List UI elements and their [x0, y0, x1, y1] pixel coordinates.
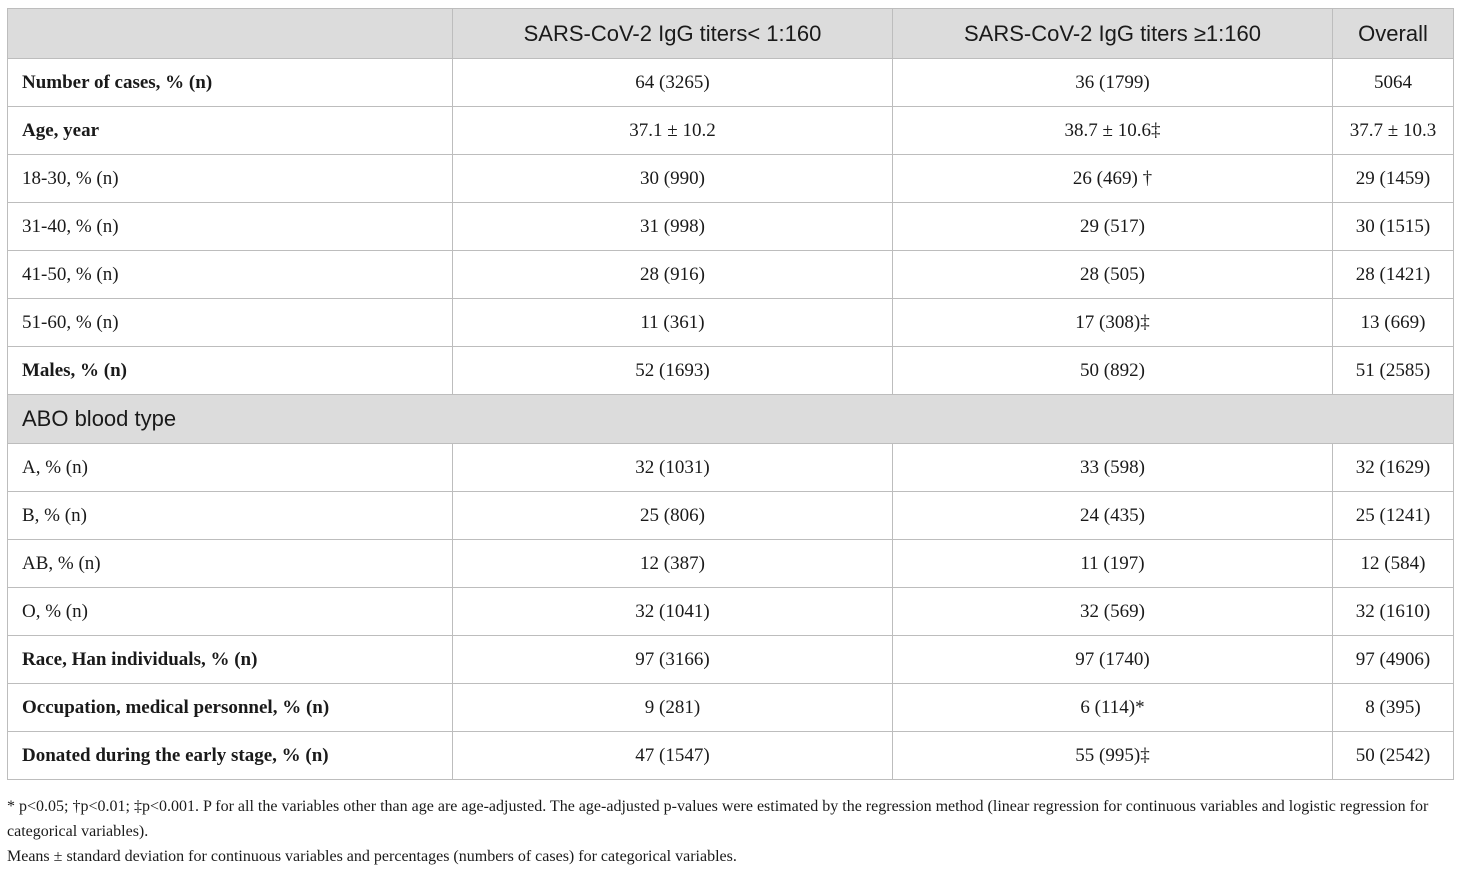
cell-high-titer: 97 (1740) — [893, 636, 1333, 684]
row-label: Donated during the early stage, % (n) — [8, 732, 453, 780]
table-body — [8, 59, 1454, 780]
table-row — [8, 540, 1454, 588]
row-label: AB, % (n) — [8, 540, 453, 588]
cell-high-titer: 28 (505) — [893, 251, 1333, 299]
cell-overall: 13 (669) — [1333, 299, 1454, 347]
cell-overall: 28 (1421) — [1333, 251, 1454, 299]
header-cell-low-titer: SARS-CoV-2 IgG titers< 1:160 — [453, 9, 893, 59]
section-row — [8, 395, 1454, 444]
section-label: ABO blood type — [8, 395, 1454, 444]
cell-high-titer: 29 (517) — [893, 203, 1333, 251]
table-row — [8, 636, 1454, 684]
row-label: Race, Han individuals, % (n) — [8, 636, 453, 684]
cell-high-titer: 11 (197) — [893, 540, 1333, 588]
data-table — [7, 8, 1454, 780]
table-row — [8, 107, 1454, 155]
table-row — [8, 251, 1454, 299]
footnotes — [7, 794, 1453, 869]
row-label: B, % (n) — [8, 492, 453, 540]
table-row — [8, 155, 1454, 203]
footnote-significance: * p<0.05; †p<0.01; ‡p<0.001. P for all the variables other than age are age-adjusted. The age-adjusted p-values were estimated by the regression method (linear regression for continuous variables and logistic regression for categorical variables). — [7, 798, 1429, 840]
row-label: O, % (n) — [8, 588, 453, 636]
cell-high-titer: 36 (1799) — [893, 59, 1333, 107]
table-row — [8, 203, 1454, 251]
cell-low-titer: 47 (1547) — [453, 732, 893, 780]
cell-low-titer: 31 (998) — [453, 203, 893, 251]
cell-overall: 30 (1515) — [1333, 203, 1454, 251]
row-label: 18-30, % (n) — [8, 155, 453, 203]
cell-low-titer: 52 (1693) — [453, 347, 893, 395]
cell-low-titer: 37.1 ± 10.2 — [453, 107, 893, 155]
cell-low-titer: 97 (3166) — [453, 636, 893, 684]
cell-high-titer: 6 (114)* — [893, 684, 1333, 732]
cell-low-titer: 28 (916) — [453, 251, 893, 299]
table-container — [7, 8, 1453, 780]
table-row — [8, 299, 1454, 347]
cell-high-titer: 32 (569) — [893, 588, 1333, 636]
row-label: 31-40, % (n) — [8, 203, 453, 251]
cell-high-titer: 26 (469) † — [893, 155, 1333, 203]
cell-overall: 37.7 ± 10.3 — [1333, 107, 1454, 155]
row-label: 41-50, % (n) — [8, 251, 453, 299]
cell-overall: 8 (395) — [1333, 684, 1454, 732]
table-row — [8, 684, 1454, 732]
header-row — [8, 9, 1454, 59]
cell-low-titer: 11 (361) — [453, 299, 893, 347]
row-label: Males, % (n) — [8, 347, 453, 395]
row-label: Occupation, medical personnel, % (n) — [8, 684, 453, 732]
cell-low-titer: 9 (281) — [453, 684, 893, 732]
cell-overall: 25 (1241) — [1333, 492, 1454, 540]
row-label: 51-60, % (n) — [8, 299, 453, 347]
cell-overall: 97 (4906) — [1333, 636, 1454, 684]
cell-overall: 50 (2542) — [1333, 732, 1454, 780]
row-label: A, % (n) — [8, 444, 453, 492]
cell-low-titer: 25 (806) — [453, 492, 893, 540]
table-row — [8, 588, 1454, 636]
cell-overall: 32 (1610) — [1333, 588, 1454, 636]
row-label: Number of cases, % (n) — [8, 59, 453, 107]
cell-low-titer: 12 (387) — [453, 540, 893, 588]
table-row — [8, 347, 1454, 395]
cell-high-titer: 33 (598) — [893, 444, 1333, 492]
header-cell-high-titer: SARS-CoV-2 IgG titers ≥1:160 — [893, 9, 1333, 59]
table-row — [8, 444, 1454, 492]
table-row — [8, 59, 1454, 107]
cell-high-titer: 50 (892) — [893, 347, 1333, 395]
cell-overall: 32 (1629) — [1333, 444, 1454, 492]
cell-low-titer: 32 (1031) — [453, 444, 893, 492]
cell-overall: 12 (584) — [1333, 540, 1454, 588]
table-row — [8, 732, 1454, 780]
cell-low-titer: 30 (990) — [453, 155, 893, 203]
cell-overall: 29 (1459) — [1333, 155, 1454, 203]
header-cell-label — [8, 9, 453, 59]
cell-high-titer: 24 (435) — [893, 492, 1333, 540]
header-cell-overall: Overall — [1333, 9, 1454, 59]
cell-high-titer: 17 (308)‡ — [893, 299, 1333, 347]
cell-overall: 51 (2585) — [1333, 347, 1454, 395]
cell-low-titer: 64 (3265) — [453, 59, 893, 107]
footnote-definitions: Means ± standard deviation for continuous variables and percentages (numbers of cases) for categorical variables. — [7, 848, 737, 865]
table-row — [8, 492, 1454, 540]
cell-low-titer: 32 (1041) — [453, 588, 893, 636]
row-label: Age, year — [8, 107, 453, 155]
cell-high-titer: 38.7 ± 10.6‡ — [893, 107, 1333, 155]
cell-high-titer: 55 (995)‡ — [893, 732, 1333, 780]
cell-overall: 5064 — [1333, 59, 1454, 107]
